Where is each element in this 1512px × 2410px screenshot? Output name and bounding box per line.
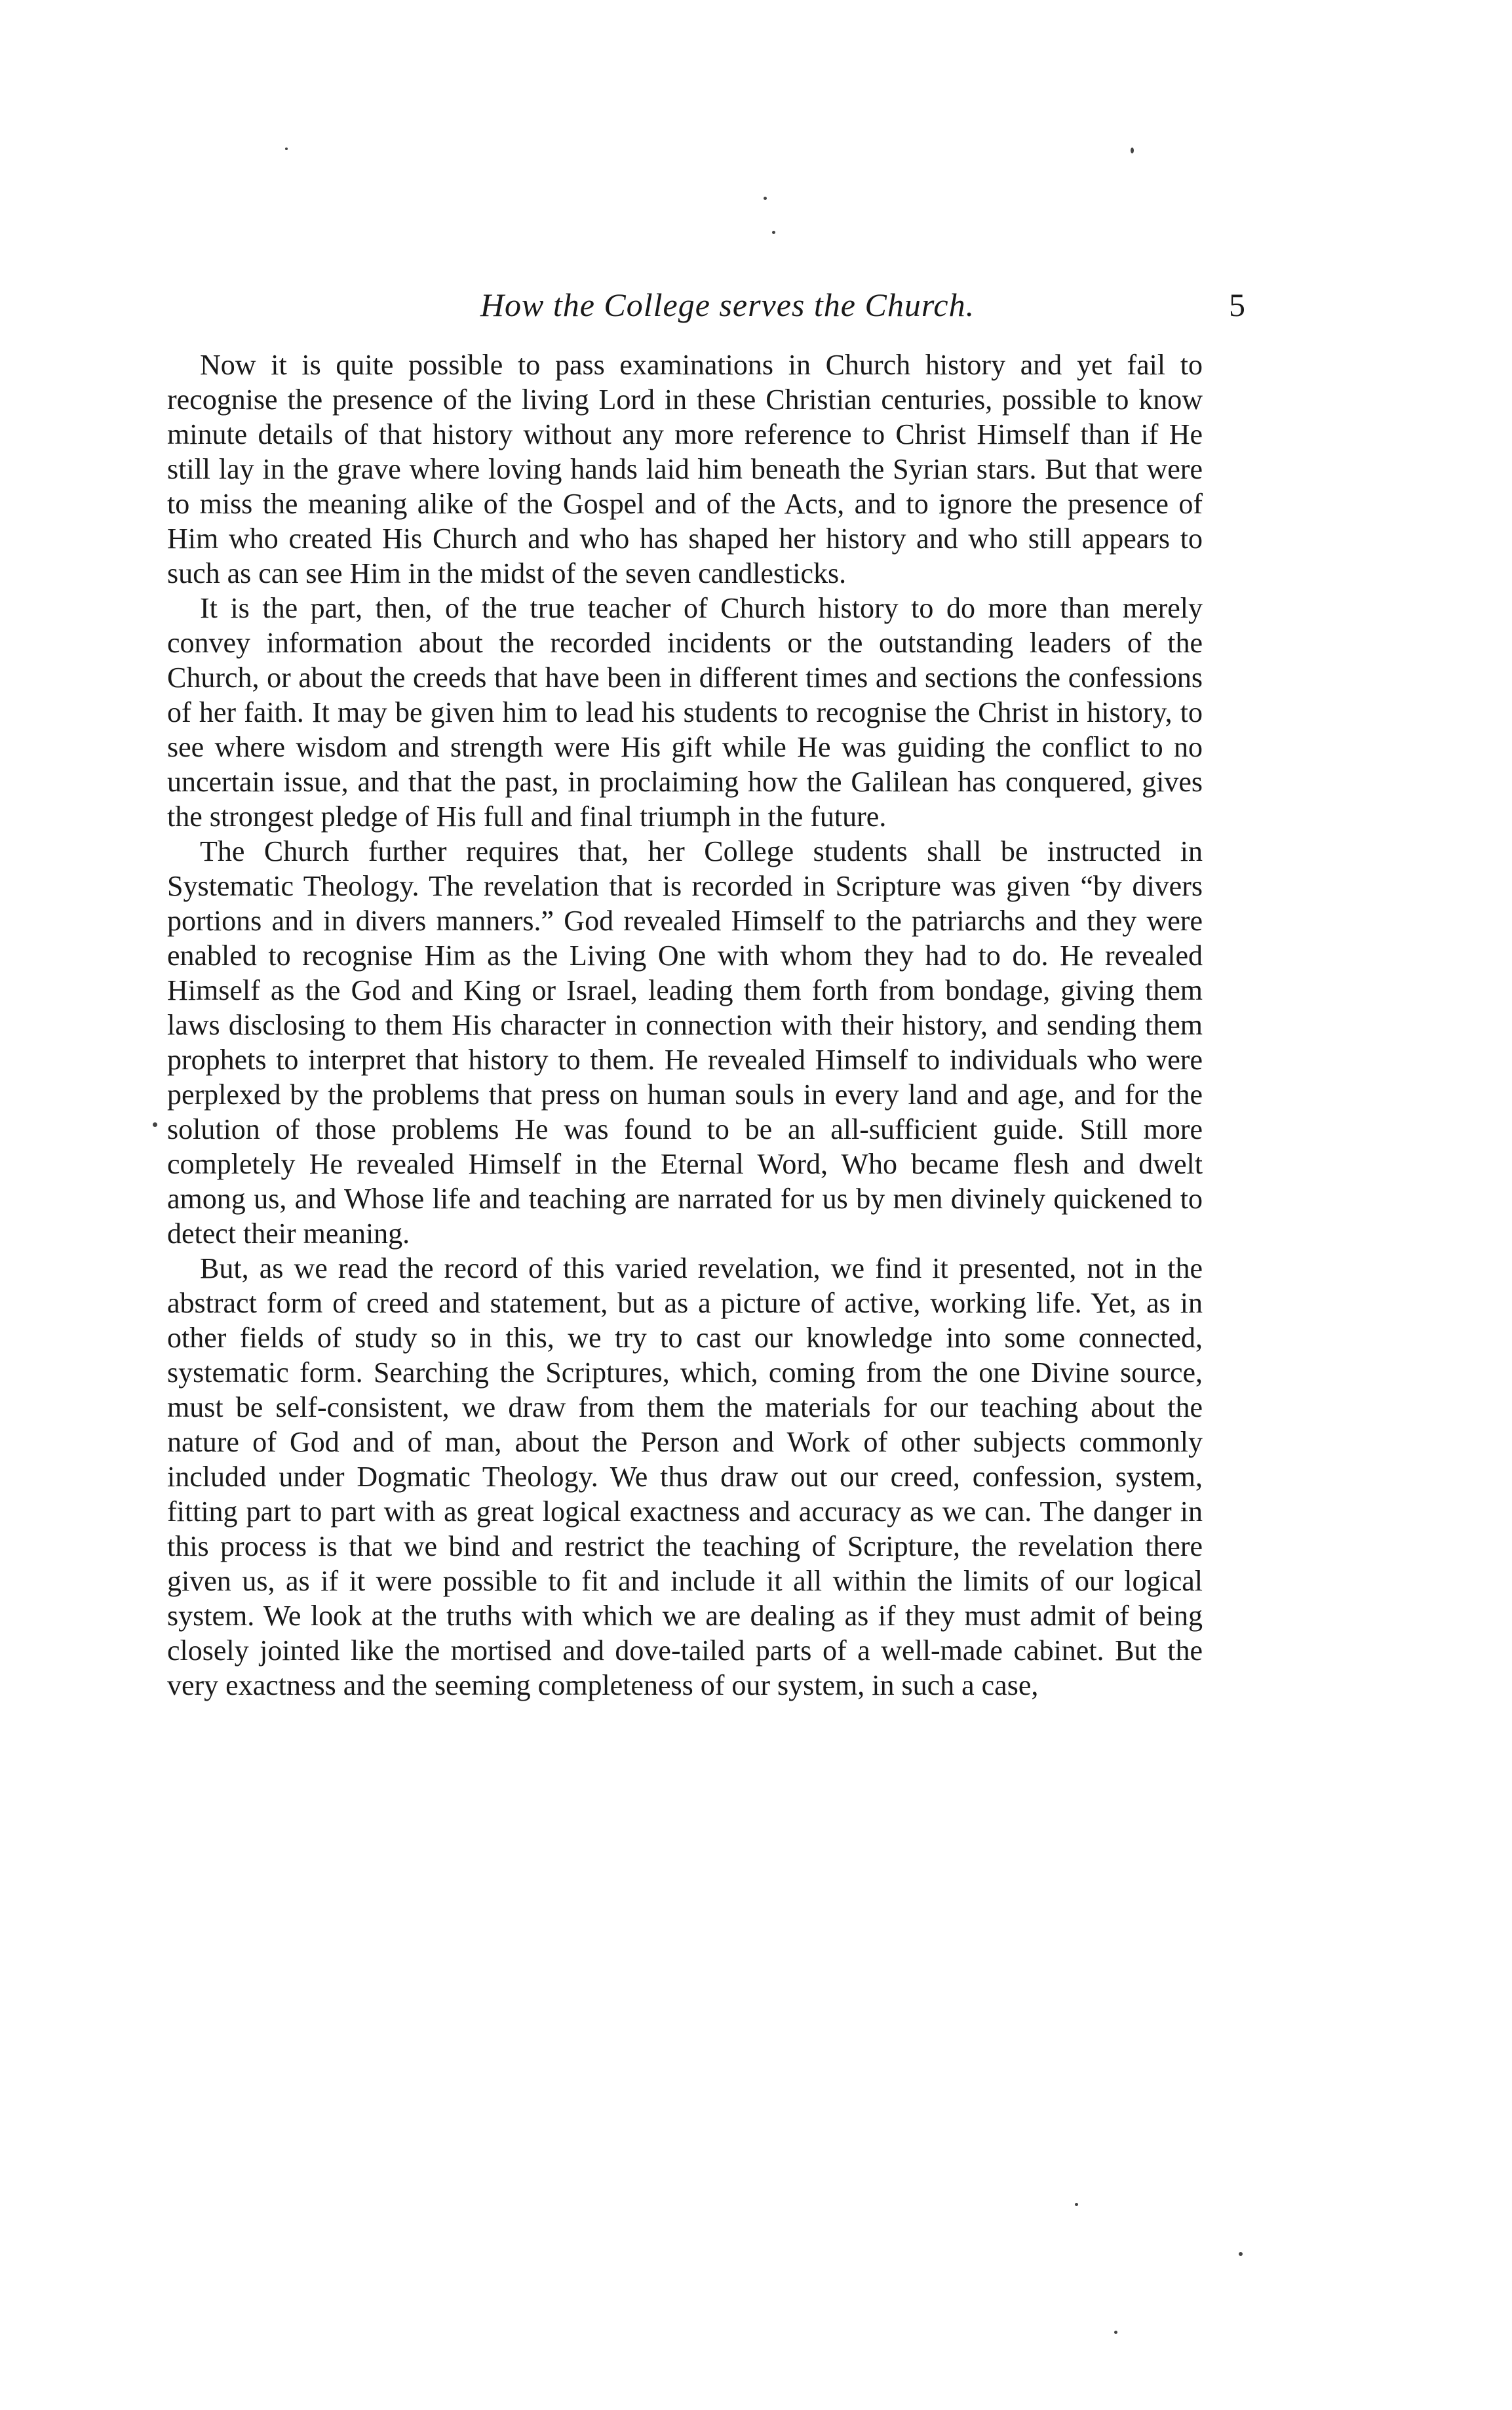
scan-speck: [153, 1122, 157, 1127]
paragraph-systematic-theology: The Church further requires that, her College students shall be instructed in Systematic Theology. The revelation that is recorded in Scripture was given “by divers portions and in divers manners.” God revealed Himself to the patriarchs and they were enabled to recognise Him as the Living One with whom they had to do. He revealed Himself as the God and King or Israel, leading them forth from bondage, giving them laws disclosing to them His character in connection with their history, and sending them prophets to interpret that history to them. He revealed Himself to individuals who were perplexed by the problems that press on human souls in every land and age, and for the solution of those problems He was found to be an all-sufficient guide. Still more completely He revealed Himself in the Eternal Word, Who became flesh and dwelt among us, and Whose life and teaching are narrated for us by men divinely quickened to detect their meaning.: [167, 835, 1203, 1250]
paragraph-teacher: It is the part, then, of the true teacher of Church history to do more than merely convey information about the recorded incidents or the outstanding leaders of the Church, or about the creeds that have been in different times and sections the confessions of her faith. It may be given him to lead his students to recognise the Christ in history, to see where wisdom and strength were His gift while He was guiding the conflict to no uncertain issue, and that the past, in proclaiming how the Galilean has conquered, gives the strongest pledge of His full and final triumph in the future.: [167, 592, 1203, 833]
scan-speck: [1239, 2252, 1243, 2256]
scan-speck: [1131, 148, 1134, 153]
paragraph-revelation-record: But, as we read the record of this varied revelation, we find it presented, not in the abstract form of creed and statement, but as a picture of active, working life. Yet, as in other fields of study so in this, we try to cast our knowledge into some connected, systematic form. Searching the Scriptures, which, coming from the one Divine source, must be self-consistent, we draw from them the materials for our teaching about the nature of God and of man, about the Person and Work of other subjects commonly included under Dogmatic Theology. We thus draw out our creed, confession, system, fitting part to part with as great logical exactness and accuracy as we can. The danger in this process is that we bind and restrict the teaching of Scripture, the revelation there given us, as if it were possible to fit and include it all within the limits of our logical system. We look at the truths with which we are dealing as if they must admit of being closely jointed like the mortised and dove-tailed parts of a well-made cabinet. But the very exactness and the seeming completeness of our system, in such a case,: [167, 1252, 1203, 1701]
paragraph-church-history: Now it is quite possible to pass examinations in Church history and yet fail to recognise the presence of the living Lord in these Christian centuries, possible to know minute details of that history without any more reference to Christ Himself than if He still lay in the grave where loving hands laid him beneath the Syrian stars. But that were to miss the meaning alike of the Gospel and of the Acts, and to ignore the presence of Him who created His Church and who has shaped her history and who still appears to such as can see Him in the midst of the seven candlesticks.: [167, 349, 1203, 589]
scan-speck: [285, 148, 288, 150]
body-text: [167, 347, 1203, 1703]
scan-speck: [1075, 2203, 1078, 2206]
running-head: [210, 282, 1245, 328]
page-number: 5: [1229, 286, 1245, 323]
scan-speck: [1114, 2331, 1117, 2334]
scan-speck: [772, 231, 775, 234]
scan-speck: [764, 197, 767, 200]
running-title: How the College serves the Church.: [480, 286, 975, 323]
